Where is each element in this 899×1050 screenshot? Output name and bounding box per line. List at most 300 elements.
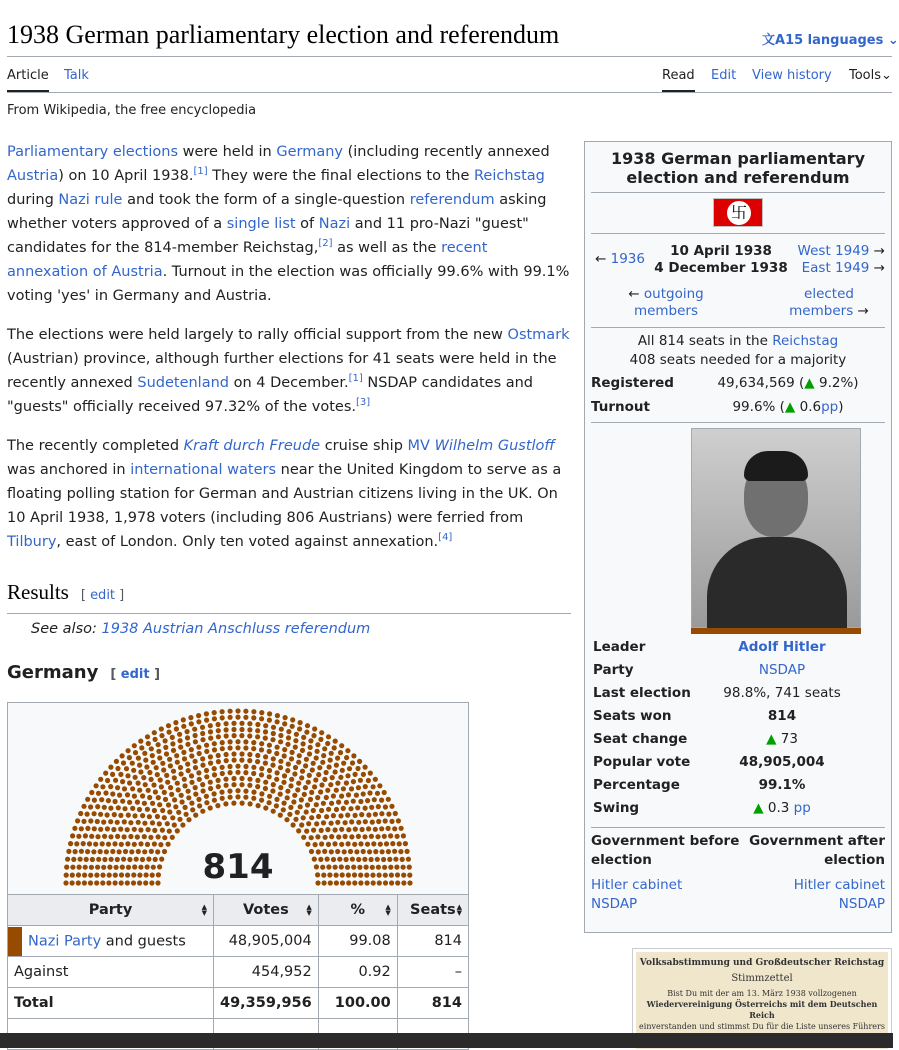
text: during bbox=[7, 192, 59, 208]
language-button[interactable] bbox=[762, 29, 899, 48]
edit-link[interactable]: edit bbox=[90, 588, 116, 603]
seat bbox=[146, 788, 151, 793]
tab-edit[interactable]: Edit bbox=[711, 68, 737, 83]
seat bbox=[157, 864, 162, 869]
seat bbox=[364, 865, 369, 870]
edit-section: [ edit ] bbox=[110, 667, 161, 682]
cabinet-link[interactable]: Hitler cabinet bbox=[591, 877, 683, 893]
seat bbox=[178, 738, 183, 743]
seat bbox=[311, 761, 316, 766]
value-text: ) bbox=[838, 399, 844, 415]
seat bbox=[131, 872, 136, 877]
seat bbox=[285, 742, 290, 747]
link[interactable]: MV bbox=[407, 438, 435, 454]
seat bbox=[142, 751, 147, 756]
reichstag-link[interactable]: Reichstag bbox=[772, 333, 839, 349]
seat bbox=[112, 812, 117, 817]
next-election bbox=[798, 243, 885, 277]
column-header-seats[interactable]: Seats ▲ ▼ bbox=[397, 895, 468, 926]
seat bbox=[160, 808, 165, 813]
votes-cell: 49,359,956 bbox=[214, 988, 319, 1019]
seat bbox=[293, 745, 298, 750]
seat bbox=[271, 782, 276, 787]
text: (Austrian) province, although further elections for 41 seats were held in the recently annexed bbox=[7, 351, 557, 391]
seat bbox=[393, 857, 398, 862]
seat bbox=[111, 827, 116, 832]
seat bbox=[128, 834, 133, 839]
text: and 11 pro-Nazi "guest" candidates for the 814-member Reichstag, bbox=[7, 216, 529, 256]
seat bbox=[369, 857, 374, 862]
link[interactable]: Tilbury bbox=[7, 534, 57, 550]
seat bbox=[340, 872, 345, 877]
seat bbox=[354, 793, 359, 798]
seat bbox=[329, 834, 334, 839]
seat bbox=[375, 834, 380, 839]
votes-cell: 454,952 bbox=[214, 957, 319, 988]
seat bbox=[346, 827, 351, 832]
seat bbox=[126, 748, 131, 753]
seat bbox=[96, 791, 101, 796]
seat bbox=[383, 873, 388, 878]
seat bbox=[363, 819, 368, 824]
link[interactable]: Wilhelm Gustloff bbox=[434, 438, 555, 454]
seat bbox=[99, 797, 104, 802]
seat bbox=[90, 857, 95, 862]
seat bbox=[98, 849, 103, 854]
heading-text: Germany bbox=[7, 662, 99, 683]
majority-text: 408 seats needed for a majority bbox=[629, 352, 847, 368]
swastika-icon: 卐 bbox=[727, 201, 751, 225]
government-after: Government after election bbox=[749, 833, 885, 868]
value-text: 99.6% ( bbox=[732, 399, 785, 415]
seat bbox=[319, 730, 324, 735]
divider bbox=[591, 192, 885, 193]
link[interactable]: referendum bbox=[409, 192, 495, 208]
seat bbox=[346, 841, 351, 846]
seat bbox=[251, 765, 256, 770]
link[interactable]: recent annexation of Austria bbox=[7, 240, 488, 280]
seat bbox=[175, 828, 180, 833]
seat bbox=[65, 857, 70, 862]
tab-talk[interactable]: Talk bbox=[64, 68, 89, 83]
right-arrow-icon: → bbox=[869, 260, 885, 276]
seat bbox=[363, 765, 368, 770]
seat bbox=[292, 793, 297, 798]
seat bbox=[149, 746, 154, 751]
swing-value bbox=[697, 797, 867, 820]
seat bbox=[331, 813, 336, 818]
seat bbox=[292, 771, 297, 776]
seat bbox=[278, 759, 283, 764]
link[interactable]: Sudetenland bbox=[137, 375, 229, 391]
seat bbox=[313, 777, 318, 782]
column-header-percent[interactable]: % ▲ ▼ bbox=[318, 895, 397, 926]
seat bbox=[204, 800, 209, 805]
seat bbox=[92, 826, 97, 831]
seat bbox=[186, 768, 191, 773]
seat bbox=[137, 763, 142, 768]
seat bbox=[150, 801, 155, 806]
last-election-label: Last election bbox=[593, 685, 691, 701]
party-link[interactable]: NSDAP bbox=[758, 662, 806, 678]
seat bbox=[349, 819, 354, 824]
seat bbox=[165, 821, 170, 826]
tab-read[interactable]: Read bbox=[662, 68, 695, 83]
seat bbox=[175, 781, 180, 786]
seat bbox=[235, 794, 240, 799]
seat bbox=[174, 753, 179, 758]
seat bbox=[251, 740, 256, 745]
seat bbox=[373, 849, 378, 854]
seat bbox=[124, 766, 129, 771]
ballot-text: Bist Du mit der am 13. März 1938 vollzogenen bbox=[667, 989, 857, 998]
seat bbox=[137, 880, 142, 885]
seats-won-label: Seats won bbox=[593, 708, 672, 724]
seat-total-label: 814 bbox=[202, 847, 274, 887]
seat bbox=[396, 818, 401, 823]
seat bbox=[314, 821, 319, 826]
tab-article[interactable]: Article bbox=[7, 68, 49, 83]
text: of bbox=[295, 216, 319, 232]
seats-text: All 814 seats in the bbox=[637, 333, 773, 349]
text: The recently completed bbox=[7, 438, 184, 454]
seat bbox=[159, 784, 164, 789]
swing-label: Swing bbox=[593, 800, 640, 816]
seat bbox=[95, 819, 100, 824]
seat bbox=[180, 799, 185, 804]
seat bbox=[340, 768, 345, 773]
citation[interactable]: [1] bbox=[348, 373, 363, 385]
text: ) on 10 April 1938. bbox=[58, 168, 194, 184]
seat bbox=[106, 842, 111, 847]
link[interactable]: Germany bbox=[276, 144, 344, 160]
seat bbox=[103, 790, 108, 795]
previous-election-link[interactable]: 1936 bbox=[610, 251, 645, 267]
seat bbox=[406, 857, 411, 862]
link[interactable]: Nazi bbox=[318, 216, 351, 232]
seat bbox=[235, 764, 240, 769]
seat bbox=[315, 742, 320, 747]
seat bbox=[216, 734, 221, 739]
seat bbox=[369, 834, 374, 839]
seat bbox=[125, 880, 130, 885]
percent-cell: 0.92 bbox=[318, 957, 397, 988]
seat bbox=[106, 798, 111, 803]
seat bbox=[329, 849, 334, 854]
seat bbox=[88, 873, 93, 878]
seat bbox=[102, 805, 107, 810]
seat bbox=[311, 733, 316, 738]
seat bbox=[89, 834, 94, 839]
seat bbox=[196, 713, 201, 718]
link[interactable]: Parliamentary elections bbox=[7, 144, 179, 160]
seat bbox=[136, 781, 141, 786]
seat bbox=[348, 806, 353, 811]
seat bbox=[147, 795, 152, 800]
seat bbox=[121, 760, 126, 765]
seat bbox=[333, 865, 338, 870]
previous-election bbox=[595, 251, 645, 268]
seat bbox=[220, 796, 225, 801]
pp-link[interactable]: pp bbox=[793, 800, 811, 816]
seat bbox=[275, 745, 280, 750]
seat bbox=[366, 812, 371, 817]
seat bbox=[153, 857, 158, 862]
seat bbox=[186, 789, 191, 794]
pp-link[interactable]: pp bbox=[821, 399, 839, 415]
seat bbox=[208, 761, 213, 766]
seat bbox=[332, 841, 337, 846]
seat bbox=[344, 800, 349, 805]
seat bbox=[332, 745, 337, 750]
seat bbox=[307, 751, 312, 756]
seat bbox=[407, 880, 412, 885]
seat bbox=[94, 880, 99, 885]
seat bbox=[165, 780, 170, 785]
seat bbox=[95, 865, 100, 870]
seat bbox=[319, 782, 324, 787]
divider bbox=[7, 56, 892, 57]
next-election-west-link[interactable]: West 1949 bbox=[797, 243, 870, 259]
tools-menu[interactable]: Tools⌄ bbox=[849, 68, 892, 83]
seat bbox=[227, 764, 232, 769]
seat bbox=[315, 749, 320, 754]
seat bbox=[152, 808, 157, 813]
votes-cell: 48,905,004 bbox=[214, 926, 319, 957]
seat bbox=[147, 814, 152, 819]
citation[interactable]: [2] bbox=[318, 238, 333, 250]
seat bbox=[278, 792, 283, 797]
seat bbox=[98, 812, 103, 817]
column-header-votes[interactable]: Votes ▲ ▼ bbox=[214, 895, 319, 926]
flag-image[interactable] bbox=[713, 198, 763, 227]
seat bbox=[286, 735, 291, 740]
seat bbox=[371, 880, 376, 885]
seat bbox=[274, 751, 279, 756]
seat bbox=[167, 757, 172, 762]
seat bbox=[267, 718, 272, 723]
seat bbox=[78, 857, 83, 862]
seat bbox=[361, 791, 366, 796]
seat bbox=[334, 873, 339, 878]
edit-link[interactable]: edit bbox=[120, 667, 150, 682]
seat bbox=[127, 800, 132, 805]
left-arrow-icon: ← bbox=[595, 251, 611, 267]
seat bbox=[384, 841, 389, 846]
seat bbox=[139, 745, 144, 750]
seat bbox=[156, 872, 161, 877]
seat bbox=[208, 805, 213, 810]
seat bbox=[168, 763, 173, 768]
next-election-east-link[interactable]: East 1949 bbox=[801, 260, 870, 276]
government-before: Government before election bbox=[591, 833, 740, 868]
seat bbox=[407, 873, 412, 878]
seats-cell: – bbox=[397, 957, 468, 988]
seat bbox=[331, 793, 336, 798]
seat bbox=[388, 833, 393, 838]
seat bbox=[131, 768, 136, 773]
seat-change-label: Seat change bbox=[593, 731, 688, 747]
seat bbox=[232, 758, 237, 763]
link[interactable]: single list bbox=[226, 216, 296, 232]
seat bbox=[112, 841, 117, 846]
link[interactable]: Nazi rule bbox=[58, 192, 123, 208]
seat bbox=[293, 817, 298, 822]
see-also-link[interactable]: 1938 Austrian Anschluss referendum bbox=[101, 621, 371, 637]
seat bbox=[377, 783, 382, 788]
outgoing-members-link[interactable]: outgoing members bbox=[633, 286, 704, 319]
seat bbox=[319, 841, 324, 846]
seat bbox=[176, 787, 181, 792]
seat bbox=[295, 810, 300, 815]
party-cell: Against bbox=[8, 957, 214, 988]
seat bbox=[339, 743, 344, 748]
seat bbox=[63, 880, 68, 885]
text: near the United Kingdom to serve as a floating polling station for German and Austrian citizens living in the UK. On 10 April 1938, 1,978 voters (including 806 Austrians) were ferried from bbox=[7, 462, 562, 526]
paragraph bbox=[7, 140, 572, 308]
seat bbox=[174, 726, 179, 731]
seat bbox=[301, 815, 306, 820]
seat bbox=[361, 772, 366, 777]
seat bbox=[389, 819, 394, 824]
seat bbox=[270, 788, 275, 793]
seat bbox=[271, 725, 276, 730]
seat bbox=[212, 741, 217, 746]
results-heading bbox=[7, 580, 571, 614]
seat bbox=[401, 880, 406, 885]
seat bbox=[81, 841, 86, 846]
paragraph bbox=[7, 323, 572, 419]
seat bbox=[228, 739, 233, 744]
last-election-row bbox=[591, 682, 885, 705]
seat bbox=[81, 819, 86, 824]
seat bbox=[259, 710, 264, 715]
cabinet-link[interactable]: Hitler cabinet bbox=[793, 877, 885, 893]
seat bbox=[267, 800, 272, 805]
elected-members-link[interactable]: elected members bbox=[789, 286, 854, 319]
seat bbox=[285, 795, 290, 800]
seat bbox=[370, 820, 375, 825]
seat bbox=[184, 812, 189, 817]
seat bbox=[358, 880, 363, 885]
seat bbox=[83, 865, 88, 870]
paragraph bbox=[7, 434, 572, 554]
seat bbox=[371, 784, 376, 789]
seat bbox=[278, 739, 283, 744]
turnout-value bbox=[691, 396, 885, 419]
seat bbox=[370, 865, 375, 870]
seat bbox=[255, 728, 260, 733]
popular-vote-row bbox=[591, 751, 885, 774]
seat bbox=[255, 778, 260, 783]
chevron-down-icon: ⌄ bbox=[881, 68, 892, 83]
seat bbox=[304, 829, 309, 834]
seat bbox=[389, 804, 394, 809]
seat bbox=[116, 805, 121, 810]
citation[interactable]: [4] bbox=[438, 532, 453, 544]
seat bbox=[200, 782, 205, 787]
seat bbox=[100, 841, 105, 846]
seat bbox=[255, 759, 260, 764]
seat bbox=[170, 741, 175, 746]
bottom-bar bbox=[0, 1033, 893, 1048]
date-2: 4 December 1938 bbox=[654, 260, 788, 276]
divider bbox=[591, 827, 885, 828]
seat bbox=[263, 780, 268, 785]
link[interactable]: Austria bbox=[7, 168, 59, 184]
seat bbox=[108, 819, 113, 824]
seat bbox=[285, 768, 290, 773]
link[interactable]: Ostmark bbox=[507, 327, 570, 343]
link[interactable]: Kraft durch Freude bbox=[183, 438, 321, 454]
link[interactable]: international waters bbox=[130, 462, 277, 478]
seat bbox=[263, 805, 268, 810]
seat bbox=[243, 709, 248, 714]
party-link[interactable]: Nazi Party bbox=[28, 933, 102, 949]
seat bbox=[130, 761, 135, 766]
seat bbox=[71, 857, 76, 862]
citation[interactable]: [1] bbox=[193, 166, 208, 178]
seat bbox=[149, 777, 154, 782]
seat bbox=[392, 849, 397, 854]
seat bbox=[160, 828, 165, 833]
seat bbox=[401, 873, 406, 878]
seat bbox=[185, 729, 190, 734]
seat bbox=[81, 804, 86, 809]
seat bbox=[68, 841, 73, 846]
seat bbox=[355, 766, 360, 771]
seat bbox=[137, 807, 142, 812]
seat bbox=[345, 865, 350, 870]
seat bbox=[178, 745, 183, 750]
seat bbox=[323, 835, 328, 840]
seat bbox=[318, 857, 323, 862]
seat bbox=[64, 873, 69, 878]
seat-hemicycle bbox=[8, 703, 468, 895]
seat bbox=[335, 756, 340, 761]
candidate-portrait[interactable] bbox=[691, 428, 861, 628]
seat bbox=[212, 772, 217, 777]
seat bbox=[64, 865, 69, 870]
seat bbox=[310, 767, 315, 772]
tab-view-history[interactable]: View history bbox=[752, 68, 832, 83]
seat bbox=[309, 815, 314, 820]
seat bbox=[301, 835, 306, 840]
seat bbox=[188, 715, 193, 720]
text: (including recently annexed bbox=[343, 144, 550, 160]
seat bbox=[365, 880, 370, 885]
citation[interactable]: [3] bbox=[356, 397, 371, 409]
seat bbox=[193, 813, 198, 818]
table-row-total bbox=[8, 988, 469, 1019]
seat bbox=[107, 873, 112, 878]
seat bbox=[94, 783, 99, 788]
leader-link[interactable]: Adolf Hitler bbox=[738, 639, 826, 655]
seat bbox=[407, 865, 412, 870]
seat bbox=[143, 758, 148, 763]
seat bbox=[70, 833, 75, 838]
party-link[interactable]: NSDAP bbox=[838, 896, 885, 912]
seat bbox=[316, 849, 321, 854]
seat bbox=[309, 835, 314, 840]
seat bbox=[370, 873, 375, 878]
seat bbox=[282, 801, 287, 806]
link[interactable]: Reichstag bbox=[474, 168, 545, 184]
seat bbox=[267, 774, 272, 779]
column-header-party[interactable]: Party ▲ ▼ bbox=[8, 895, 214, 926]
party-link[interactable]: NSDAP bbox=[591, 896, 638, 912]
seat bbox=[304, 757, 309, 762]
